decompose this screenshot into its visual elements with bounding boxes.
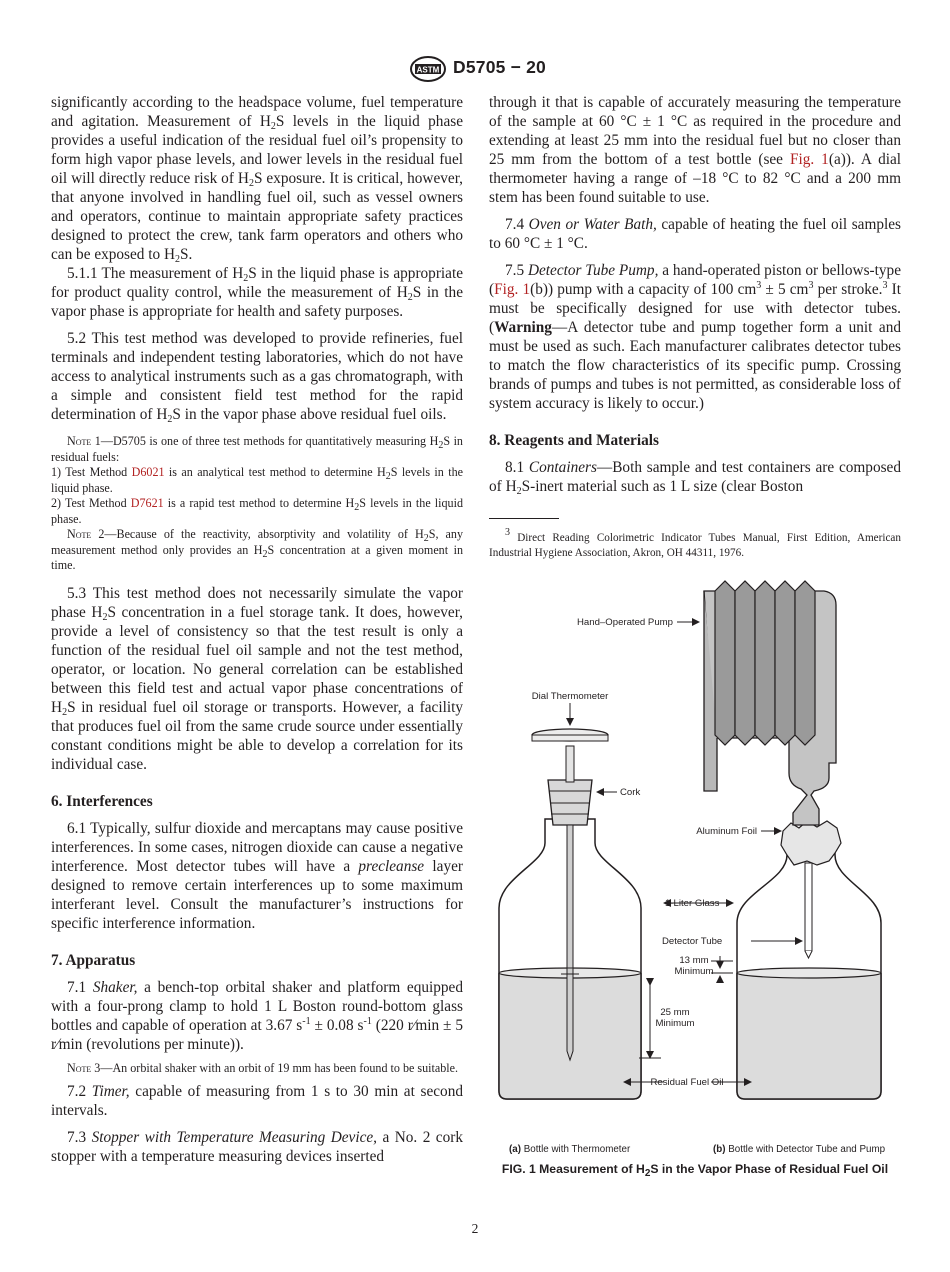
label-dial-thermometer: Dial Thermometer [531, 691, 609, 702]
paragraph-7-5: 7.5 Detector Tube Pump, a hand-operated piston or bellows-type (Fig. 1(b)) pump with a capacity of 100 $cm^3 \pm 5$ $cm^3$ per stroke.$^3$ It must be specifically designed for use with detector tubes. (Warning—A detector tube and pump together form a unit and must be used as such. Each manufacturer calibrates detector tubes to match the flow characteristics of its specific pump. Crossing brands of pumps and tubes is not permitted, as considerable loss of system accuracy is likely to occur.) [489, 262, 902, 412]
label-25mm-minimum: Minimum [655, 1018, 695, 1029]
astm-logo-icon [409, 56, 447, 82]
paragraph-5-continued: significantly according to the headspace volume, fuel temperature and agitation. Measurement of $H_2S$ levels in the liquid phase provides a useful indication of the residual fuel oil’s propensity to form high vapor phase levels, and lower levels in the residual fuel oil will directly reduce risk of $H_2S$ exposure. It is critical, however, that anyone involved in handling fuel oil, such as vessel owners and operators, continue to maintain appropriate safety practices designed to protect the crew, tank farm operators and others who can be exposed to $H_2S$. [51, 94, 464, 265]
label-residual-fuel-oil: Residual Fuel Oil [650, 1077, 724, 1088]
left-column [51, 93, 463, 1166]
page-header [0, 56, 950, 82]
footnote-ref-3: 3 [882, 280, 888, 291]
paragraph-7-3: 7.3 Stopper with Temperature Measuring Device, a No. 2 cork stopper with a temperature measuring devices inserted [51, 1129, 463, 1165]
label-detector-tube: Detector Tube [662, 936, 723, 947]
paragraph-8-1: 8.1 Containers—Both sample and test containers are composed of $H_2S$-inert material such as 1 L size (clear Boston [489, 459, 901, 497]
right-column [489, 93, 901, 560]
label-hand-operated-pump: Hand–Operated Pump [577, 617, 673, 628]
figure-1 [489, 563, 901, 1163]
figure-1-drawing [489, 563, 901, 1163]
figure-1-caption: FIG. 1 Measurement of $H_2S$ in the Vapor Phase of Residual Fuel Oil [501, 1162, 889, 1179]
footnote-3: $^3$ Direct Reading Colorimetric Indicator Tubes Manual, First Edition, American Industrial Hygiene Association, Akron, OH 44311, 1976. [489, 527, 901, 559]
label-25mm: 25 mm [660, 1007, 690, 1018]
paragraph-6-1: 6.1 Typically, sulfur dioxide and mercaptans may cause positive interferences. In some cases, nitrogen dioxide can cause a negative interference. Most detector tubes will have a precleanse layer designed to remove certain interferences up to some maximum interferant level. Consult the manufacturer’s instructions for specific interference information. [51, 819, 463, 932]
svg-text:ASTM: ASTM [416, 65, 440, 75]
label-cork: Cork [620, 787, 641, 798]
note-1: Note 1—D5705 is one of three test methods for quantitatively measuring $H_2S$ in residual fuels: [51, 434, 463, 464]
note-3: Note 3—An orbital shaker with an orbit of 19 mm has been found to be suitable. [67, 1060, 459, 1075]
section-heading-8: 8. Reagents and Materials [489, 432, 659, 449]
link-fig-1b[interactable]: Fig. 1 [494, 281, 531, 298]
paragraph-7-4: 7.4 Oven or Water Bath, capable of heating the fuel oil samples to 60 °C ± 1 °C. [489, 216, 901, 252]
subcaption-b: (b) Bottle with Detector Tube and Pump [713, 1144, 886, 1155]
paragraph-7-3-continued: through it that is capable of accurately measuring the temperature of the sample at 60 °C ± 1 °C as required in the procedure and extending at least 25 mm into the residual fuel but no closer than 25 mm from the bottom of a test bottle (see Fig. 1(a)). A dial thermometer having a range of –18 °C to 82 °C and a 200 mm stem has been found suitable to use. [489, 94, 902, 206]
subcaption-a: (a) Bottle with Thermometer [509, 1144, 631, 1155]
paragraph-7-2: 7.2 Timer, capable of measuring from 1 s to 30 min at second intervals. [51, 1083, 463, 1119]
paragraph-5-1-1: 5.1.1 The measurement of $H_2S$ in the liquid phase is appropriate for product quality control, while the measurement of $H_2S$ in the vapor phase is appropriate for health and safety purposes. [51, 265, 464, 320]
bottle-b [704, 581, 881, 1099]
label-1-liter-glass: 1-Liter Glass [665, 898, 720, 909]
note-1-item-1: 1) Test Method D6021 is an analytical test method to determine $H_2S$ levels in the liquid phase. [51, 465, 463, 495]
section-heading-7: 7. Apparatus [51, 951, 136, 969]
link-fig-1a[interactable]: Fig. 1 [789, 151, 829, 168]
bottle-a [499, 729, 641, 1099]
label-aluminum-foil: Aluminum Foil [696, 826, 757, 837]
footnote-rule [489, 518, 559, 519]
label-13mm-minimum: Minimum [674, 966, 714, 977]
paragraph-5-3: 5.3 This test method does not necessarily simulate the vapor phase $H_2S$ concentration in a fuel storage tank. It does, however, provide a level of consistency so that the test result is only a function of the residual fuel oil sample and not the test method, operator, or location. No general correlation can be established between this field test and actual vapor phase concentrations of $H_2S$ in residual fuel oil storage or transports. However, a facility that produces fuel oil from the same crude source under essentially constant conditions might be able to develop a correlation for its individual case. [51, 584, 464, 773]
note-1-item-2: 2) Test Method D7621 is a rapid test method to determine $H_2S$ levels in the liquid phase. [51, 496, 463, 526]
link-d6021[interactable]: D6021 [131, 465, 165, 479]
paragraph-7-1: 7.1 Shaker, a bench-top orbital shaker and platform equipped with a four-prong clamp to hold 1 L Boston round-bottom glass bottles and capable of operation at 3.67 $s^{-1} \pm 0.08$ $s^{-1}$ (220 r⁄min ± 5 r⁄min (revolutions per minute)). [51, 978, 464, 1053]
label-13mm: 13 mm [679, 955, 709, 966]
note-2: Note 2—Because of the reactivity, absorptivity and volatility of $H_2S$, any measurement method only provides an $H_2S$ concentration at a given moment in time. [51, 527, 464, 572]
document-designation: D5705 − 20 [453, 57, 546, 77]
section-heading-6: 6. Interferences [51, 792, 153, 810]
page-number: 2 [471, 1221, 479, 1236]
paragraph-5-2: 5.2 This test method was developed to provide refineries, fuel terminals and independent testing laboratories, which do not have access to analytical instruments such as a gas chromatograph, with a simple and consistent field test method for the rapid determination of $H_2S$ in the vapor phase above residual fuel oils. [51, 330, 463, 425]
link-d7621[interactable]: D7621 [130, 496, 164, 510]
